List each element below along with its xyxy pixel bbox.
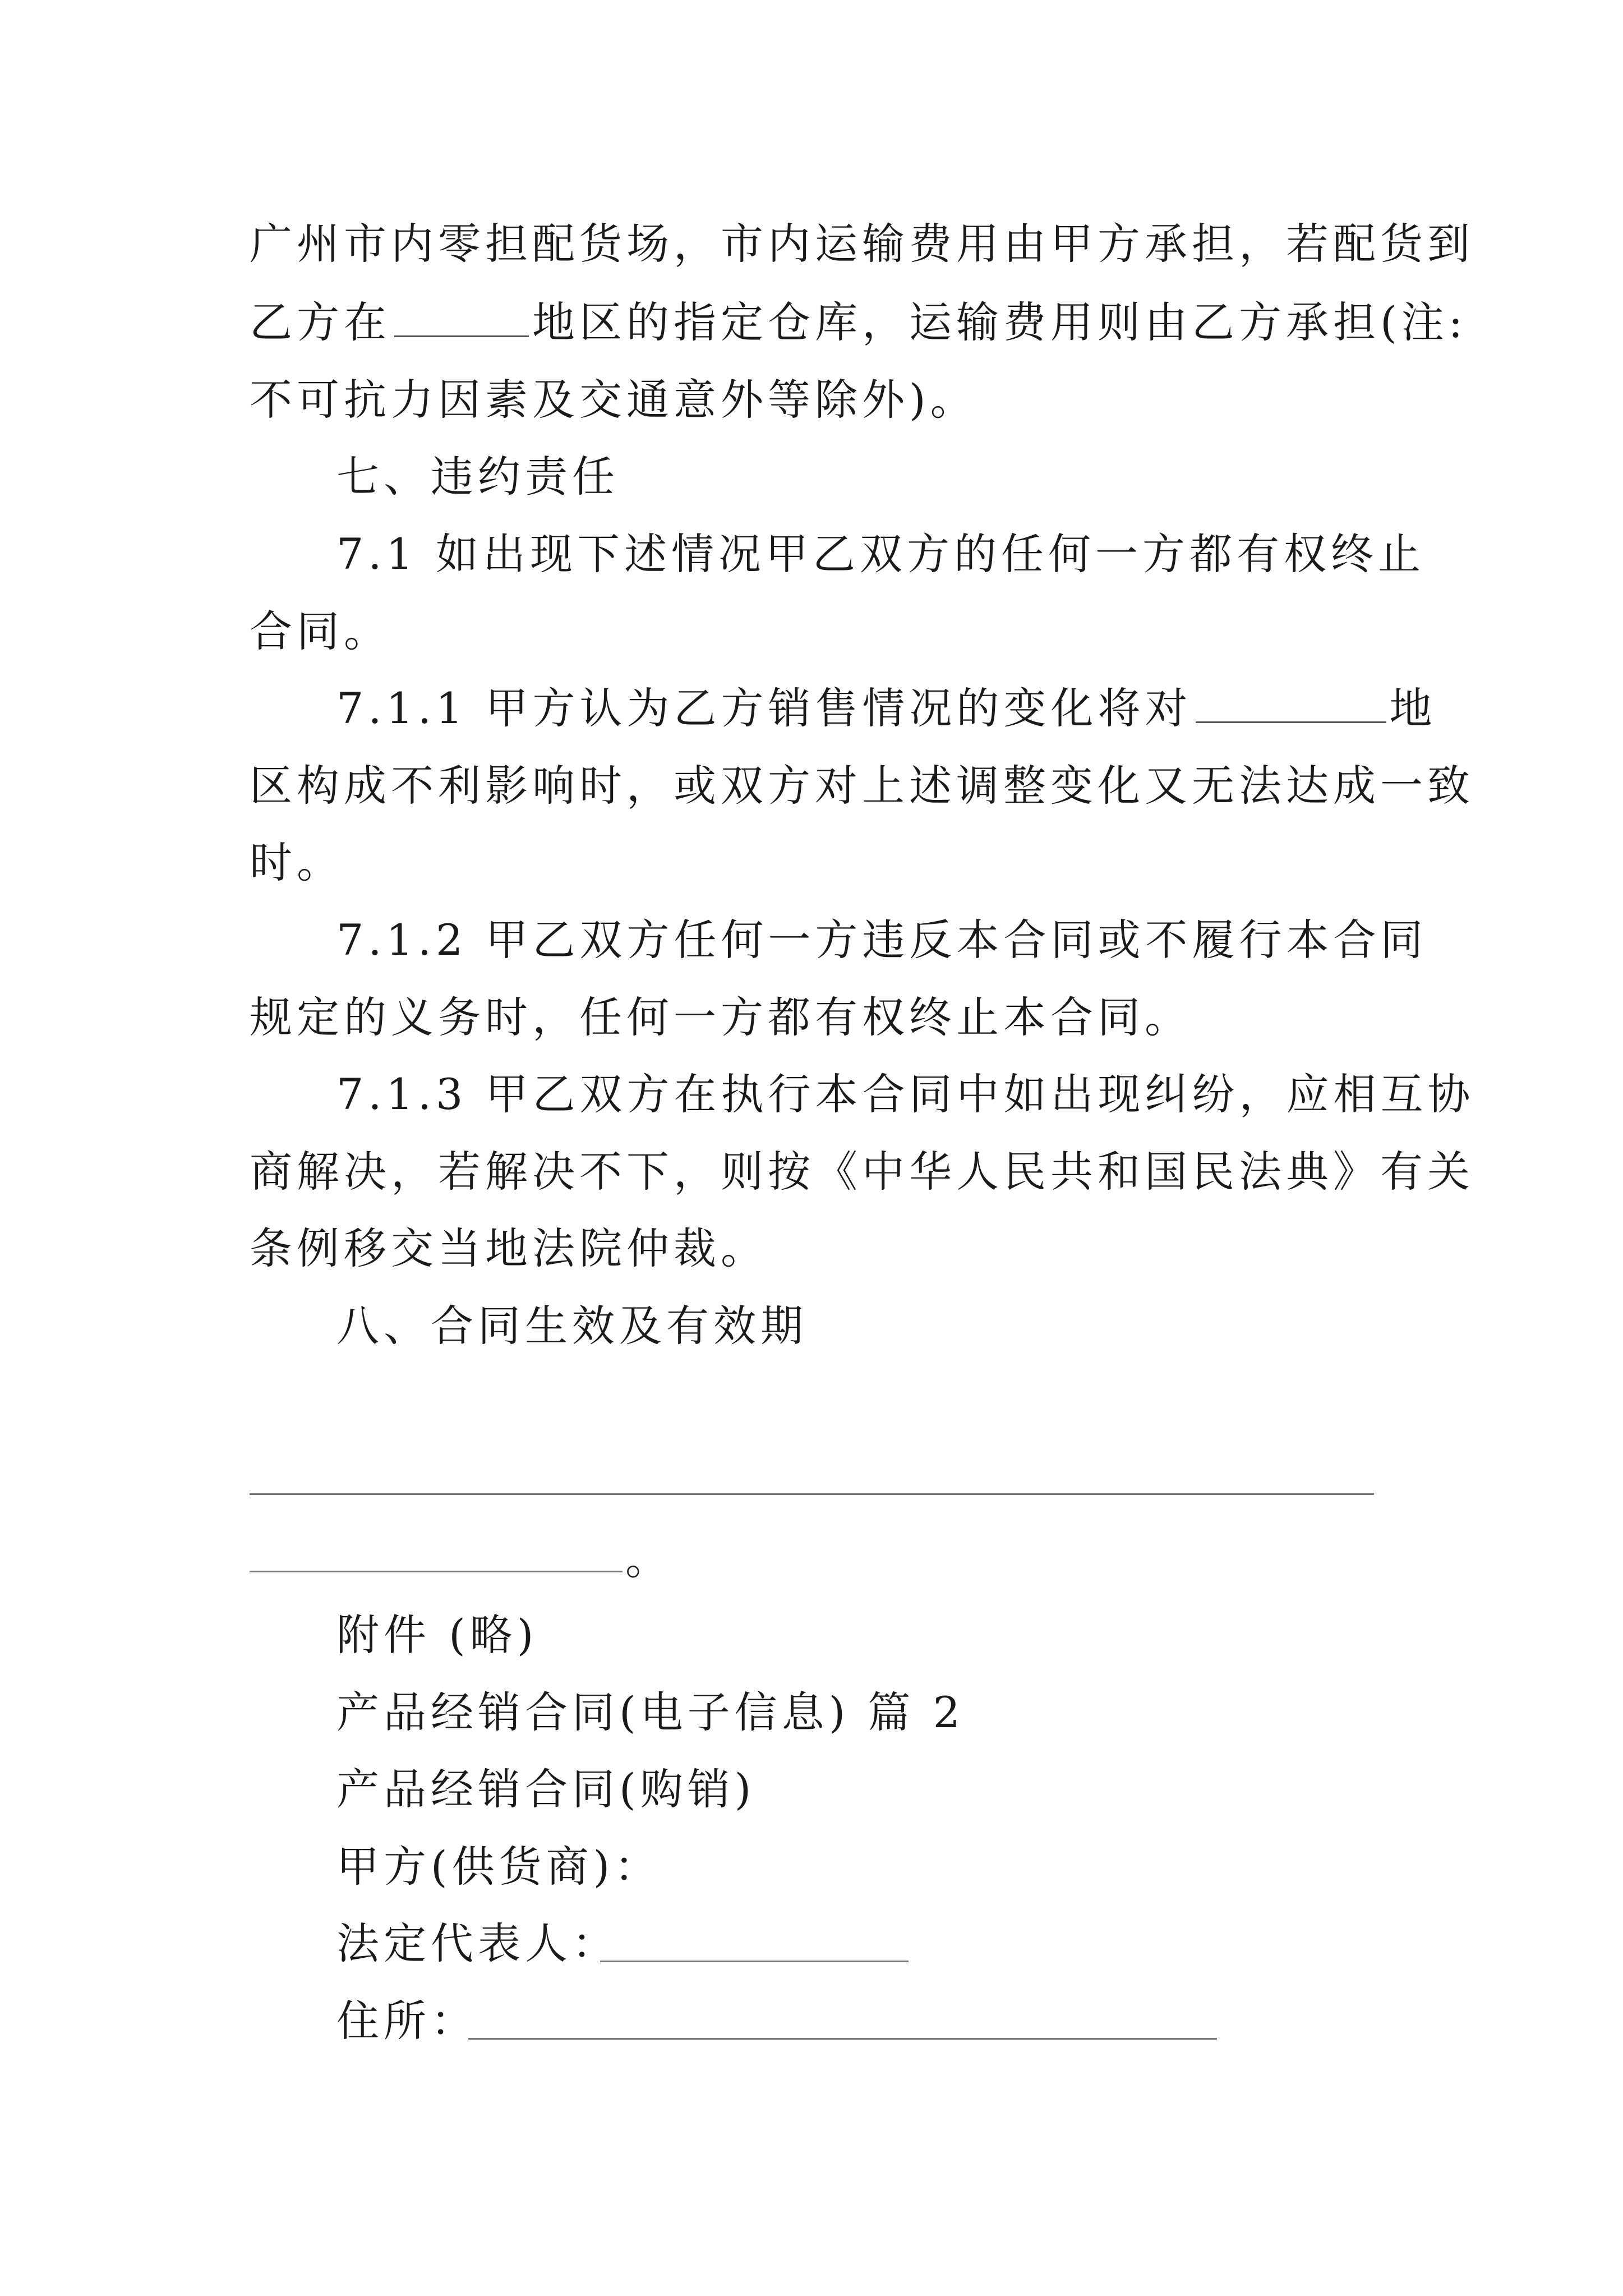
text-line [250,1221,768,1277]
text-span: 7.1.3 甲乙双方在执行本合同中如出现纠纷，应相互协 [336,1069,1475,1119]
clause-7-1-2 [336,912,1428,968]
attachment-line [336,1607,538,1663]
text-span: 商解决，若解决不下，则按《中华人民共和国民法典》有关 [250,1147,1474,1197]
text-span: 住所： [336,1996,478,2046]
text-span: 时。 [250,838,344,887]
text-span: 地 [1389,683,1437,733]
text-line [250,604,391,660]
text-span: 乙方在 [250,297,391,347]
fill-blank [394,295,529,337]
text-line [250,758,1474,814]
contract-subtitle [336,1761,755,1818]
heading-text: 八、合同生效及有效期 [336,1301,808,1351]
address-line [336,1993,478,2049]
text-span: 区构成不利影响时，或双方对上述调整变化又无法达成一致 [250,761,1474,811]
text-span: 7.1 如出现下述情况甲乙双方的任何一方都有权终止 [336,529,1426,579]
clause-7-1-1 [336,680,1437,737]
text-span: 附件 (略) [336,1610,538,1660]
text-span: 产品经销合同(电子信息) 篇 2 [336,1687,965,1737]
clause-7-1 [336,526,1425,582]
text-span: 广州市内零担配货场，市内运输费用由甲方承担，若配货到 [250,219,1474,269]
text-line [250,372,978,428]
fill-blank-line [600,1961,909,1962]
text-line [250,295,1467,351]
text-span: 法定代表人： [336,1918,619,1968]
contract-title [336,1685,965,1741]
text-span: 7.1.1 甲方认为乙方销售情况的变化将对 [336,683,1192,733]
text-line [250,216,1474,272]
fill-blank-line [250,1571,623,1572]
fill-blank-line [250,1493,1374,1495]
text-span: 合同。 [250,606,391,656]
heading-text: 七、违约责任 [336,452,619,501]
fill-blank-line [468,2038,1217,2040]
text-line [250,990,1192,1046]
clause-7-1-3 [336,1066,1475,1122]
text-line [250,835,344,891]
text-span: 产品经销合同(购销) [336,1764,756,1814]
text-span: 地区的指定仓库，运输费用则由乙方承担(注: [532,297,1468,347]
text-span: 不可抗力因素及交通意外等除外)。 [250,375,978,425]
text-span: 7.1.2 甲乙双方任何一方违反本合同或不履行本合同 [336,915,1428,965]
section-heading-8 [336,1298,808,1354]
text-line [625,1531,672,1588]
text-span: 甲方(供货商)： [336,1842,662,1892]
legal-rep-line [336,1916,619,1972]
fill-blank [1196,681,1386,723]
text-span: 条例移交当地法院仲裁。 [250,1223,768,1273]
text-line [250,1144,1474,1200]
party-a-line [336,1839,661,1895]
period-mark: 。 [625,1534,672,1584]
section-heading-7 [336,449,619,505]
text-span: 规定的义务时，任何一方都有权终止本合同。 [250,992,1192,1042]
